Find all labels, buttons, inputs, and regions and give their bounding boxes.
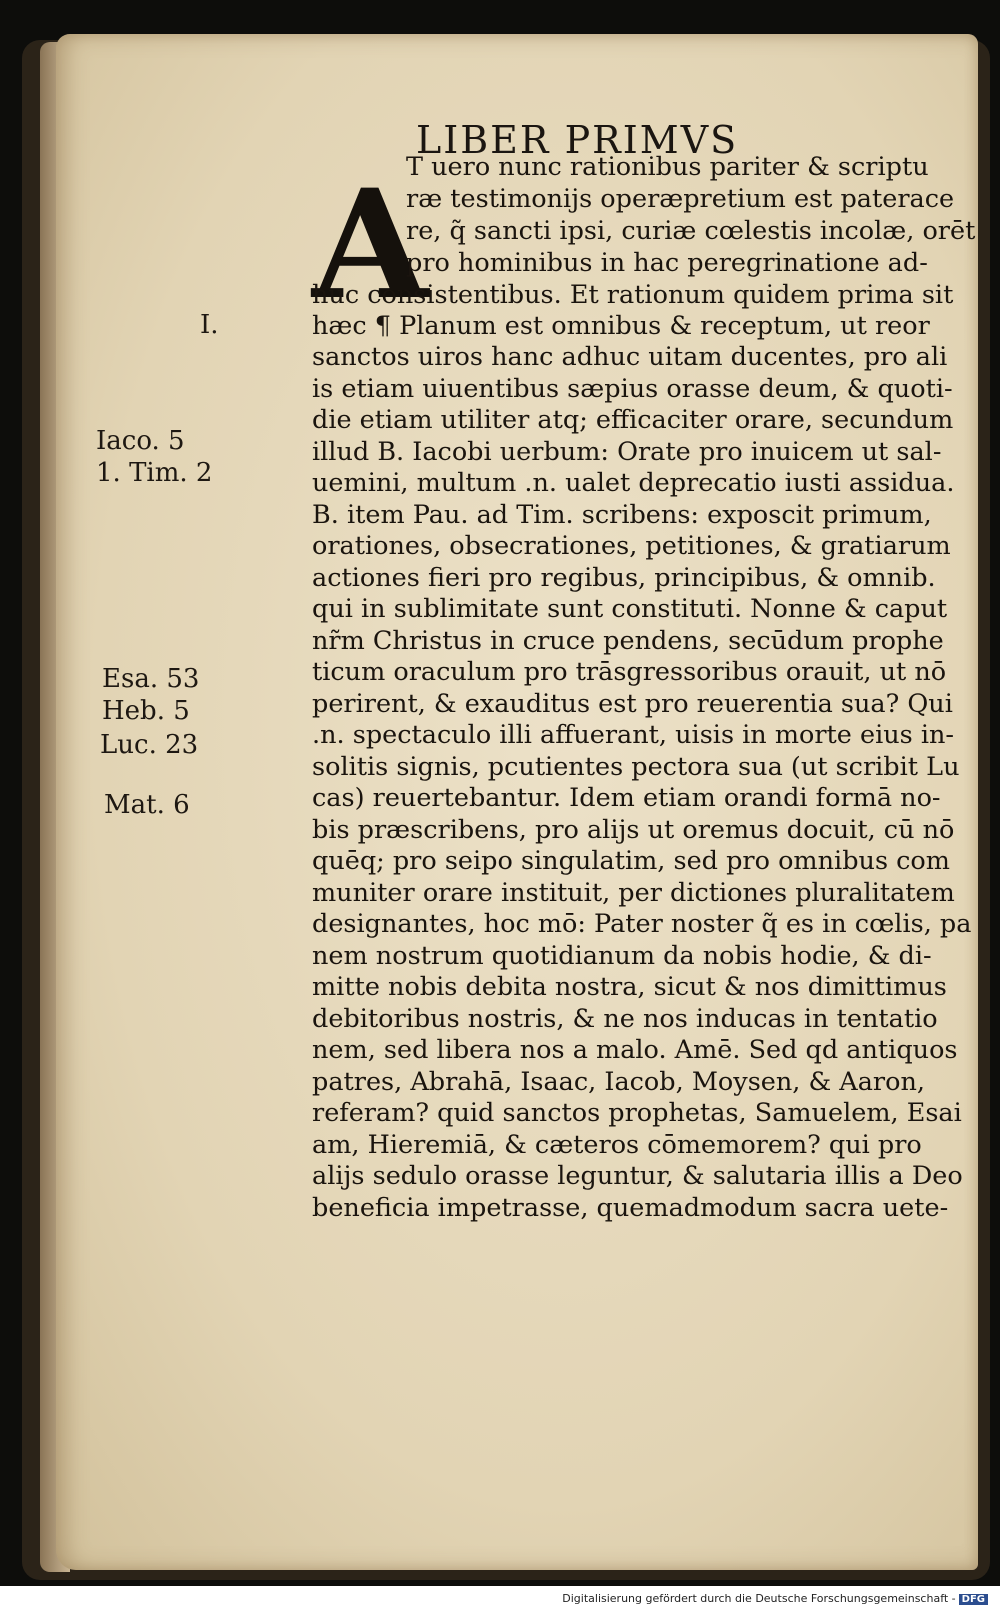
- text-line: orationes, obsecrationes, petitiones, & gratiarum: [312, 531, 951, 561]
- text-line: nr̃m Christus in cruce pendens, secūdum prophe: [312, 626, 944, 656]
- text-line: hæc ¶ Planum est omnibus & receptum, ut reor: [312, 311, 930, 341]
- text-line: designantes, hoc mō: Pater noster q̃ es in cœlis, pa: [312, 909, 972, 939]
- text-line: pro hominibus in hac peregrinatione ad-: [406, 248, 928, 278]
- text-line: .n. spectaculo illi affuerant, uisis in morte eius in-: [312, 720, 955, 750]
- book-page: [56, 34, 978, 1570]
- text-line: sanctos uiros hanc adhuc uitam ducentes, pro ali: [312, 342, 948, 372]
- text-line: muniter orare instituit, per dictiones pluralitatem: [312, 878, 955, 908]
- digitization-credit: [558, 1591, 992, 1606]
- text-line: nem, sed libera nos a malo. Amē. Sed qd antiquos: [312, 1035, 958, 1065]
- margin-note: I.: [200, 310, 219, 340]
- running-head: LIBER PRIMVS: [416, 118, 739, 162]
- margin-note: Mat. 6: [104, 790, 190, 820]
- text-line: nem nostrum quotidianum da nobis hodie, & di-: [312, 941, 932, 971]
- drop-cap: A: [312, 157, 429, 333]
- text-line: is etiam uiuentibus sæpius orasse deum, & quoti-: [312, 374, 953, 404]
- text-line: die etiam utiliter atq; efficaciter orare, secundum: [312, 405, 954, 435]
- text-line: am, Hieremiā, & cæteros cōmemorem? qui pro: [312, 1130, 922, 1160]
- text-line: alijs sedulo orasse leguntur, & salutaria illis a Deo: [312, 1161, 963, 1191]
- text-line: cas) reuertebantur. Idem etiam orandi formā no-: [312, 783, 941, 813]
- text-line: solitis signis, pcutientes pectora sua (ut scribit Lu: [312, 752, 960, 782]
- text-line: referam? quid sanctos prophetas, Samuelem, Esai: [312, 1098, 962, 1128]
- text-line: uemini, multum .n. ualet deprecatio iusti assidua.: [312, 468, 955, 498]
- text-line: perirent, & exauditus est pro reuerentia sua? Qui: [312, 689, 953, 719]
- text-line: T uero nunc rationibus pariter & scriptu: [406, 152, 929, 182]
- text-line: huc consistentibus. Et rationum quidem prima sit: [312, 280, 954, 310]
- text-line: ticum oraculum pro trāsgressoribus orauit, ut nō: [312, 657, 947, 687]
- text-line: actiones fieri pro regibus, principibus, & omnib.: [312, 563, 936, 593]
- margin-note: Heb. 5: [102, 696, 190, 726]
- text-line: debitoribus nostris, & ne nos inducas in tentatio: [312, 1004, 938, 1034]
- text-line: mitte nobis debita nostra, sicut & nos dimittimus: [312, 972, 947, 1002]
- margin-note: Luc. 23: [100, 730, 199, 760]
- text-line: beneficia impetrasse, quemadmodum sacra uete-: [312, 1193, 949, 1223]
- text-line: qui in sublimitate sunt constituti. Nonne & caput: [312, 594, 948, 624]
- text-line: ræ testimonijs operæpretium est paterace: [406, 184, 955, 214]
- margin-note: Esa. 53: [102, 664, 200, 694]
- text-line: illud B. Iacobi uerbum: Orate pro inuicem ut sal-: [312, 437, 942, 467]
- text-line: quēq; pro seipo singulatim, sed pro omnibus com: [312, 846, 950, 876]
- margin-note: Iaco. 5: [96, 426, 185, 456]
- text-line: bis præscribens, pro alijs ut oremus docuit, cū nō: [312, 815, 955, 845]
- text-line: patres, Abrahā, Isaac, Iacob, Moysen, & Aaron,: [312, 1067, 925, 1097]
- credit-text: Digitalisierung gefördert durch die Deutsche Forschungsgemeinschaft -: [562, 1592, 956, 1605]
- dfg-logo: DFG: [959, 1594, 988, 1605]
- margin-note: 1. Tim. 2: [96, 458, 213, 488]
- text-line: re, q̃ sancti ipsi, curiæ cœlestis incolæ, orēt: [406, 216, 976, 246]
- text-line: B. item Pau. ad Tim. scribens: exposcit primum,: [312, 500, 932, 530]
